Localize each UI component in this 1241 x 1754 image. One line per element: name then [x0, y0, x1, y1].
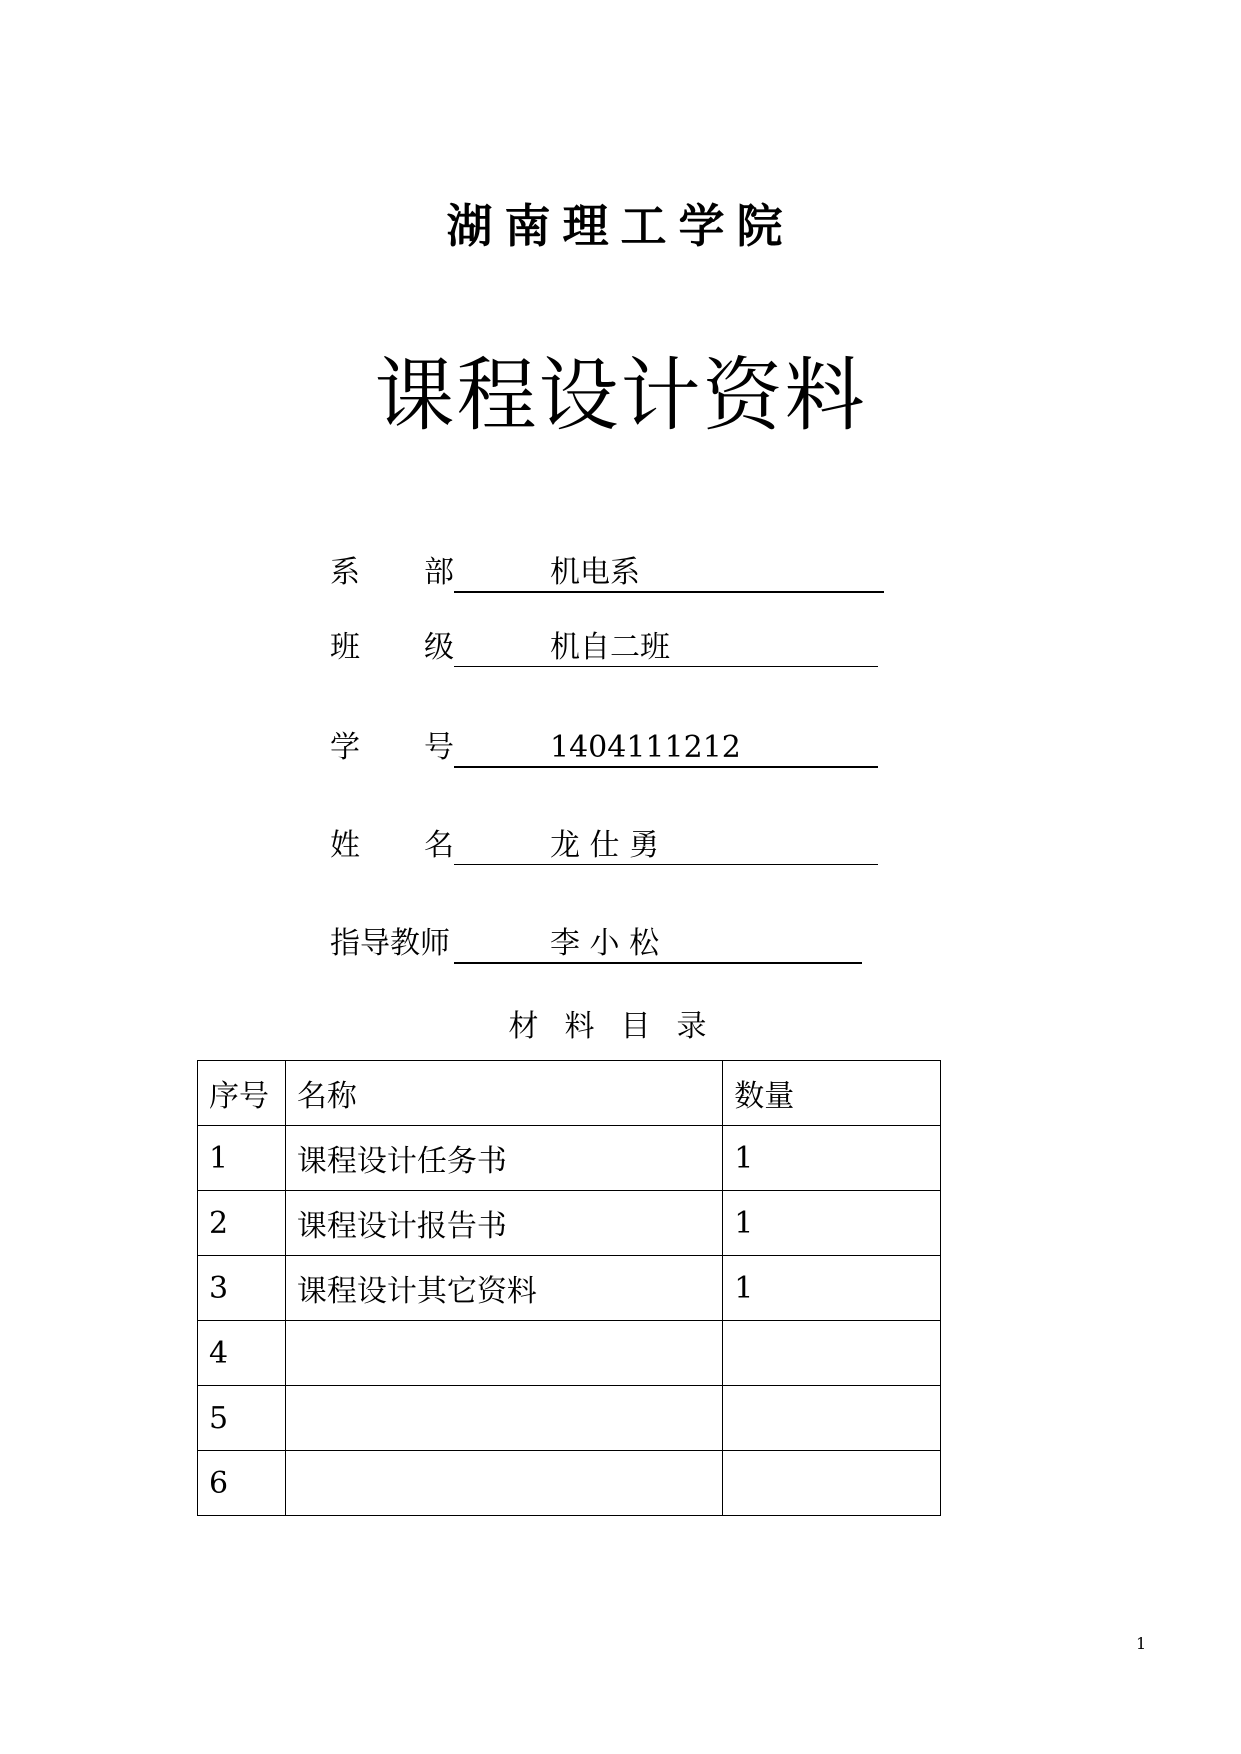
header-name: 名称	[285, 1061, 722, 1126]
student-id-field	[454, 726, 878, 768]
table-row	[198, 1321, 941, 1386]
name-label-char-2: 名	[424, 828, 454, 863]
student-id-label-char-2: 号	[424, 730, 454, 765]
row-name	[285, 1321, 722, 1386]
row-quantity: 1	[723, 1126, 941, 1191]
document-title: 课程设计资料	[374, 349, 867, 442]
toc-title: 材料目录	[508, 1009, 733, 1044]
table-header-row	[198, 1061, 941, 1126]
student-id-label	[330, 726, 454, 770]
row-name: 课程设计任务书	[285, 1126, 722, 1191]
row-number: 6	[198, 1451, 286, 1516]
advisor-field	[454, 922, 862, 964]
class-field	[454, 626, 878, 667]
advisor-label: 指导教师	[330, 926, 450, 961]
row-number: 2	[198, 1191, 286, 1256]
row-quantity: 1	[723, 1256, 941, 1321]
row-quantity	[723, 1386, 941, 1451]
row-name	[285, 1451, 722, 1516]
department-field	[454, 551, 884, 593]
header-number: 序号	[198, 1061, 286, 1126]
name-label-char-1: 姓	[330, 828, 360, 863]
row-name: 课程设计其它资料	[285, 1256, 722, 1321]
row-number: 4	[198, 1321, 286, 1386]
department-label-char-2: 部	[424, 555, 454, 590]
class-label-char-1: 班	[330, 630, 360, 665]
name-value: 龙 仕 勇	[550, 828, 660, 863]
header-quantity: 数量	[723, 1061, 941, 1126]
table-row	[198, 1126, 941, 1191]
row-number: 3	[198, 1256, 286, 1321]
department-label-char-1: 系	[330, 555, 360, 590]
name-field	[454, 824, 878, 865]
table-row	[198, 1191, 941, 1256]
class-label	[330, 626, 454, 670]
department-value: 机电系	[550, 555, 640, 590]
school-name: 湖南理工学院	[446, 199, 795, 253]
row-quantity: 1	[723, 1191, 941, 1256]
page-number: 1	[1136, 1634, 1147, 1653]
class-label-char-2: 级	[424, 630, 454, 665]
table-row	[198, 1451, 941, 1516]
table-row	[198, 1256, 941, 1321]
row-number: 1	[198, 1126, 286, 1191]
student-id-value: 1404111212	[550, 730, 741, 765]
materials-table	[197, 1060, 941, 1516]
student-id-label-char-1: 学	[330, 730, 360, 765]
row-quantity	[723, 1321, 941, 1386]
row-name: 课程设计报告书	[285, 1191, 722, 1256]
row-quantity	[723, 1451, 941, 1516]
row-name	[285, 1386, 722, 1451]
advisor-value: 李 小 松	[550, 926, 660, 961]
class-value: 机自二班	[550, 630, 670, 665]
table-row	[198, 1386, 941, 1451]
row-number: 5	[198, 1386, 286, 1451]
department-label	[330, 551, 454, 595]
name-label	[330, 824, 454, 868]
